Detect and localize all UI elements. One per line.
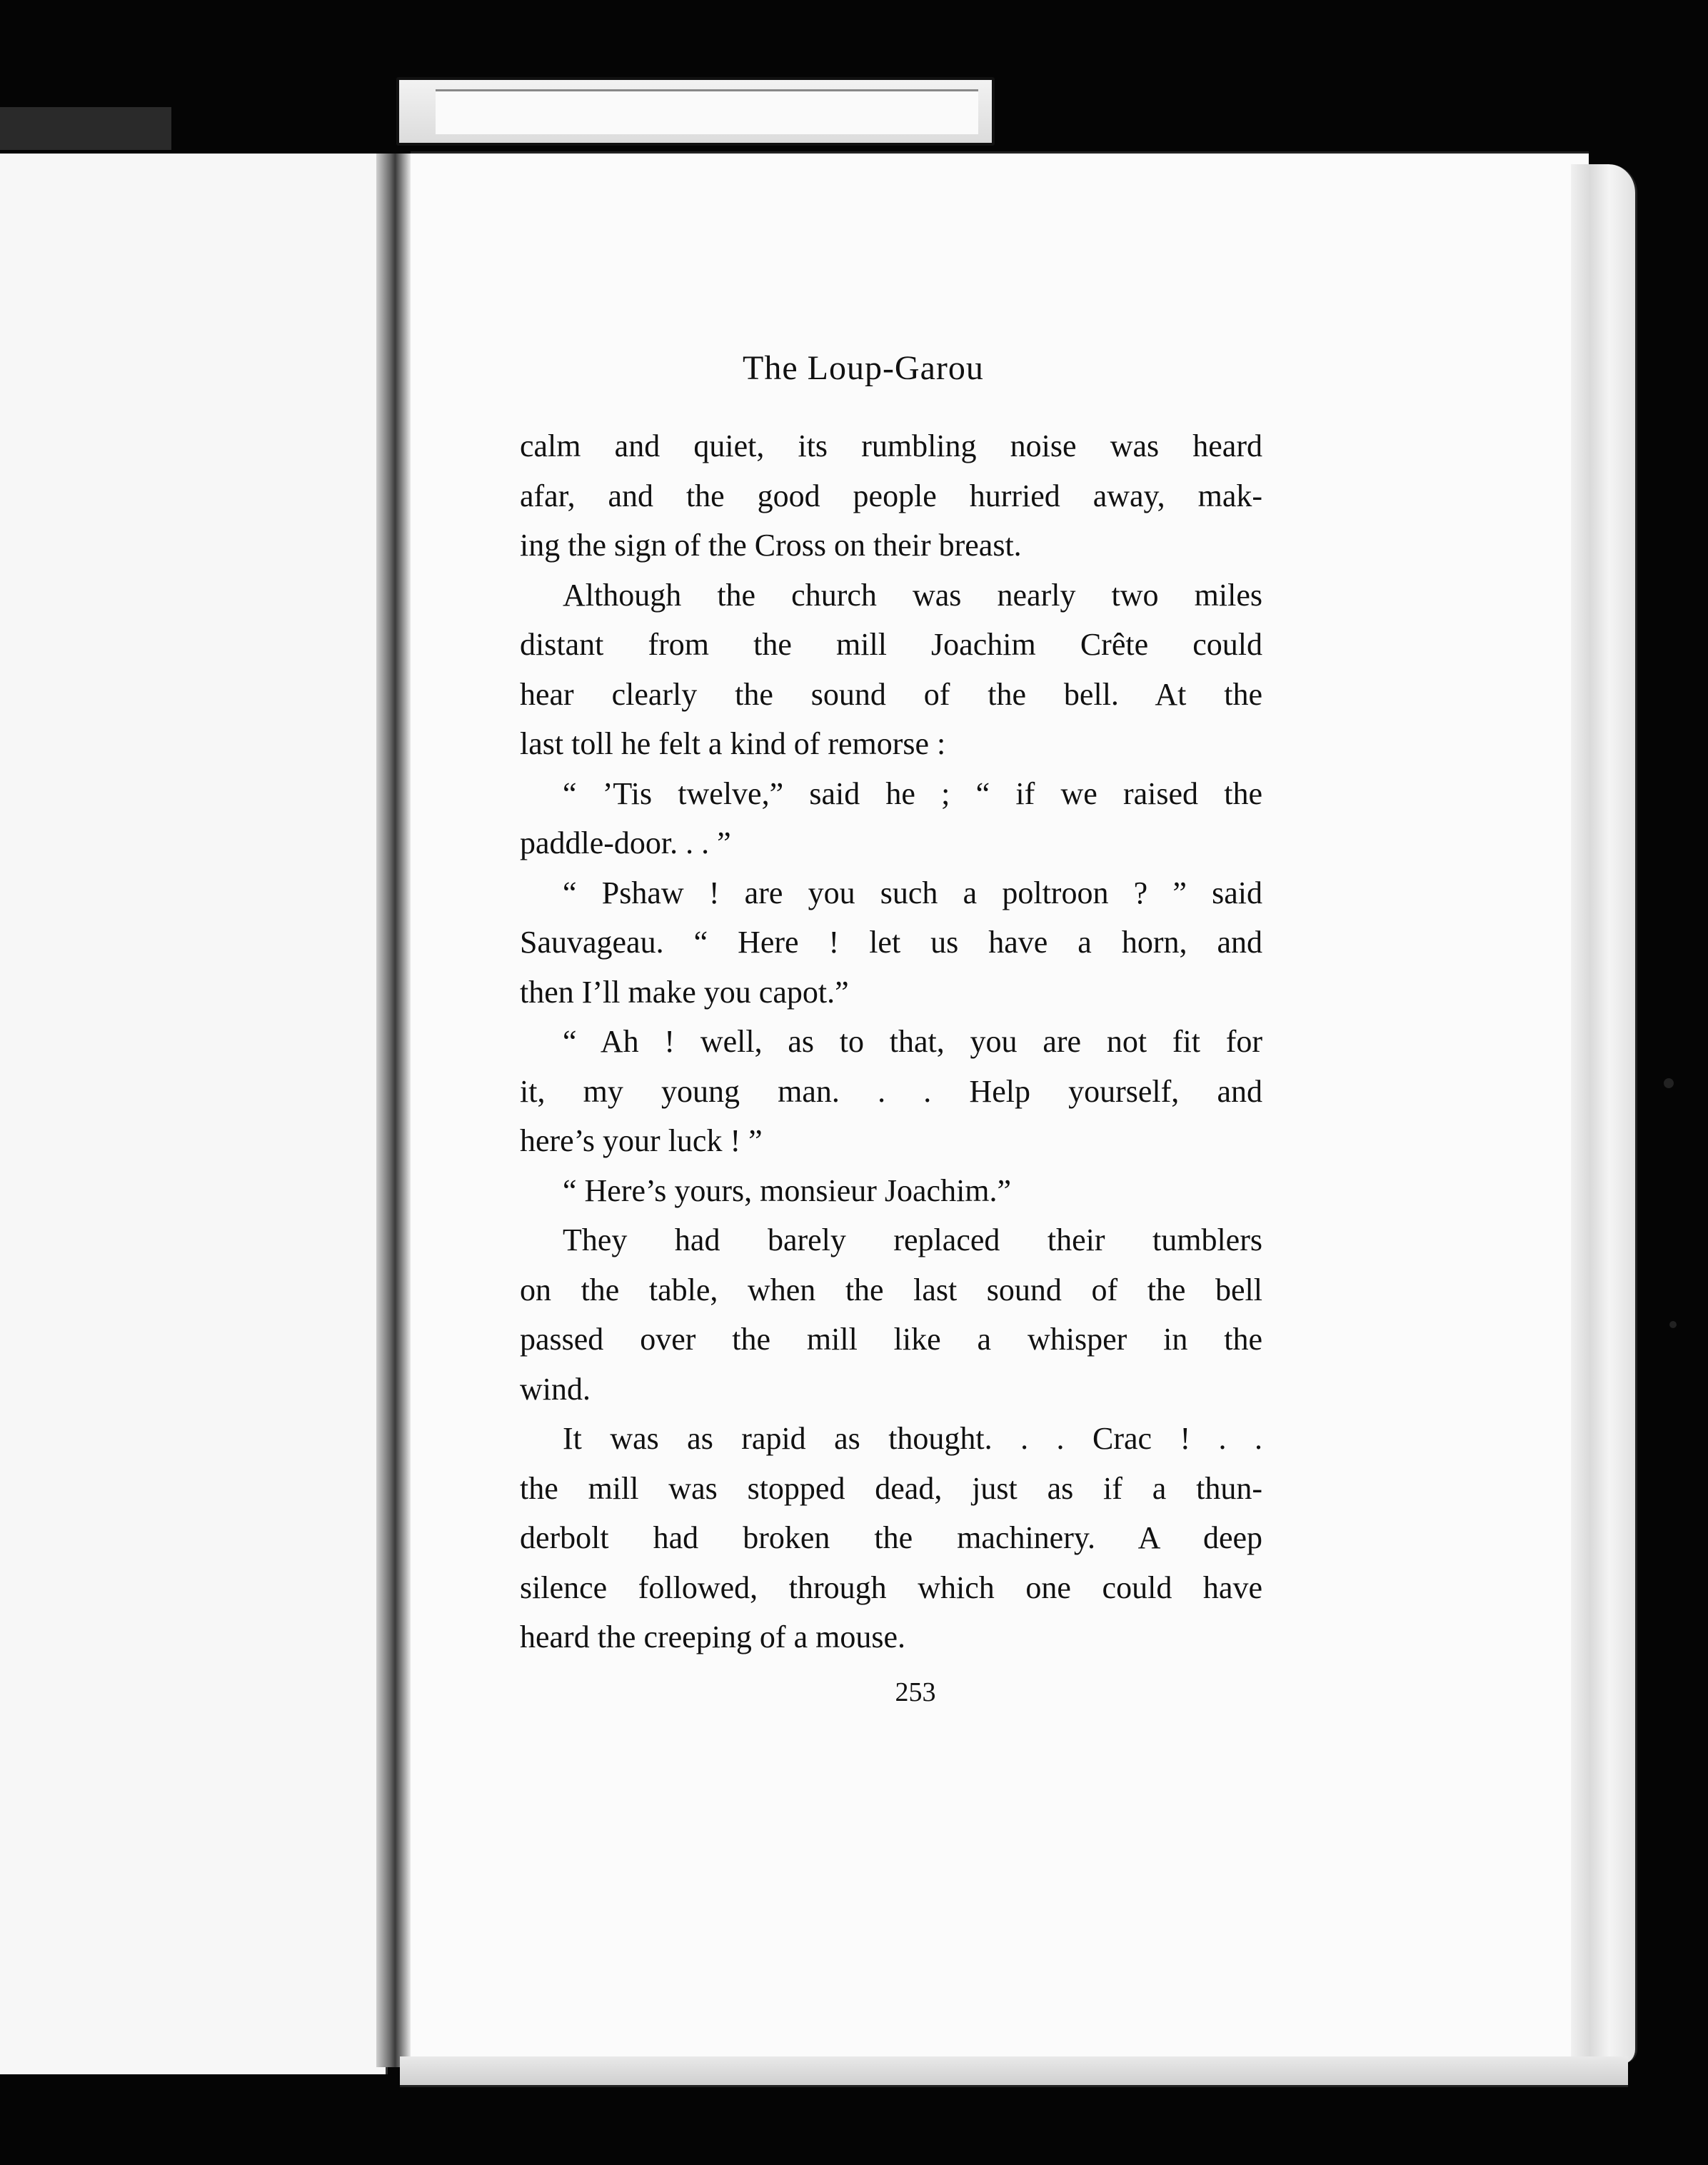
text-line: ing the sign of the Cross on their breast.: [520, 528, 1022, 563]
top-page-edges-inner: [436, 89, 978, 134]
body-text: [520, 421, 1262, 1662]
text-line: “ ’Tis twelve,” said he ; “ if we raised the: [563, 775, 1262, 811]
text-line: It was as rapid as thought. . . Crac ! . .: [563, 1421, 1262, 1456]
left-blank-page: [0, 154, 388, 2074]
text-line: here’s your luck ! ”: [520, 1123, 763, 1158]
book-spine-edge: [0, 107, 171, 150]
text-line: hear clearly the sound of the bell. At the: [520, 676, 1262, 712]
text-line: wind.: [520, 1371, 591, 1407]
text-line: Sauvageau. “ Here ! let us have a horn, and: [520, 925, 1262, 960]
text-line: Although the church was nearly two miles: [563, 577, 1262, 613]
text-line: passed over the mill like a whisper in the: [520, 1322, 1262, 1357]
right-page-edges: [1571, 164, 1637, 2064]
text-line: it, my young man. . . Help yourself, and: [520, 1073, 1262, 1109]
scan-speck: [1669, 1321, 1677, 1328]
text-line: “ Ah ! well, as to that, you are not fit for: [563, 1024, 1262, 1059]
page-number: 253: [895, 1677, 936, 1707]
text-line: then I’ll make you capot.”: [520, 974, 849, 1010]
text-line: silence followed, through which one could have: [520, 1569, 1262, 1605]
book-gutter: [376, 154, 411, 2067]
text-line: distant from the mill Joachim Crête could: [520, 627, 1262, 662]
text-line: derbolt had broken the machinery. A deep: [520, 1520, 1262, 1555]
scan-speck: [1664, 1078, 1674, 1088]
text-line: “ Here’s yours, monsieur Joachim.”: [563, 1172, 1012, 1208]
text-line: on the table, when the last sound of the bell: [520, 1272, 1262, 1307]
text-line: the mill was stopped dead, just as if a thun-: [520, 1470, 1262, 1506]
text-line: paddle-door. . . ”: [520, 825, 731, 860]
text-line: last toll he felt a kind of remorse :: [520, 726, 946, 761]
bottom-page-edges: [400, 2056, 1628, 2087]
text-line: They had barely replaced their tumblers: [563, 1222, 1262, 1257]
text-line: heard the creeping of a mouse.: [520, 1619, 905, 1654]
text-line: “ Pshaw ! are you such a poltroon ? ” said: [563, 875, 1262, 910]
running-head: The Loup-Garou: [743, 349, 984, 387]
text-line: calm and quiet, its rumbling noise was heard: [520, 428, 1262, 463]
text-line: afar, and the good people hurried away, mak-: [520, 478, 1262, 513]
